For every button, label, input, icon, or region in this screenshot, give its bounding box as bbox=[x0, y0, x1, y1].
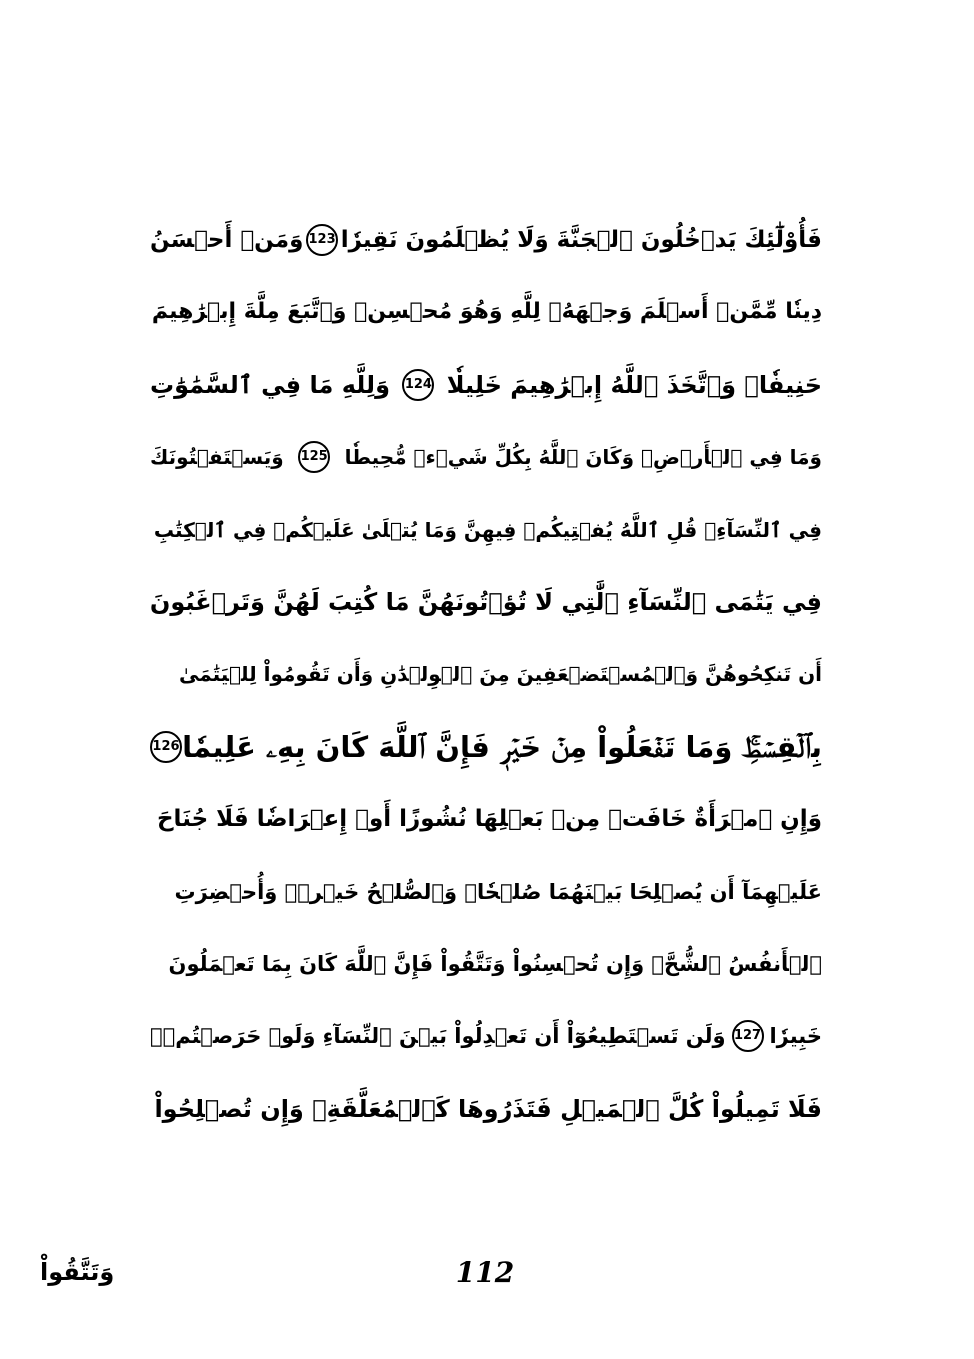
verse-text: بِٱلۡقِسۡطِۚ وَمَا تَفۡعَلُواْ مِنۡ خَيۡرٖ فَإِنَّ ٱللَّهَ كَانَ بِهِۦ عَلِيمٗا bbox=[182, 729, 822, 764]
verse-text: فِي ٱلنِّسَآءِۖ قُلِ ٱللَّهُ يُفۡتِيكُمۡ فِيهِنَّ وَمَا يُتۡلَىٰ عَلَيۡكُمۡ فِي ٱلۡكِتَٰبِ bbox=[153, 517, 822, 542]
quran-text-block bbox=[150, 200, 822, 1150]
text-line bbox=[150, 350, 822, 420]
text-line bbox=[150, 1001, 822, 1071]
text-line bbox=[150, 784, 822, 854]
verse-text: وَيَسۡتَفۡتُونَكَ bbox=[150, 445, 284, 470]
verse-text: وَإِنِ ٱمۡرَأَةٌ خَافَتۡ مِنۢ بَعۡلِهَا نُشُوزًا أَوۡ إِعۡرَاضٗا فَلَا جُنَاحَ bbox=[156, 806, 822, 833]
text-line bbox=[150, 205, 822, 275]
text-line bbox=[150, 857, 822, 927]
verse-text: فَأُوْلَٰٓئِكَ يَدۡخُلُونَ ٱلۡجَنَّةَ وَلَا يُظۡلَمُونَ نَقِيرٗا bbox=[340, 227, 822, 253]
verse-text: وَلِلَّهِ مَا فِي ٱلسَّمَٰوَٰتِ bbox=[150, 370, 390, 399]
verse-text: فَلَا تَمِيلُواْ كُلَّ ٱلۡمَيۡلِ فَتَذَرُوهَا كَٱلۡمُعَلَّقَةِۚ وَإِن تُصۡلِحُواْ bbox=[154, 1094, 822, 1123]
ayah-number-marker: 124 bbox=[402, 369, 434, 401]
text-line bbox=[150, 639, 822, 709]
page-number: 112 bbox=[455, 1256, 515, 1289]
text-line bbox=[150, 712, 822, 782]
verse-text: دِينٗا مِّمَّنۡ أَسۡلَمَ وَجۡهَهُۥ لِلَّهِ وَهُوَ مُحۡسِنٞ وَٱتَّبَعَ مِلَّةَ إِبۡرَٰهِيمَ bbox=[151, 299, 822, 325]
verse-text: أَن تَنكِحُوهُنَّ وَٱلۡمُسۡتَضۡعَفِينَ مِنَ ٱلۡوِلۡدَٰنِ وَأَن تَقُومُواْ لِلۡيَتَٰمَىٰ bbox=[178, 662, 822, 687]
text-line bbox=[150, 929, 822, 999]
verse-text: خَبِيرٗا bbox=[769, 1024, 822, 1049]
verse-text: عَلَيۡهِمَآ أَن يُصۡلِحَا بَيۡنَهُمَا صُلۡحٗاۚ وَٱلصُّلۡحُ خَيۡرٞۗ وَأُحۡضِرَتِ bbox=[174, 879, 822, 904]
ayah-number-marker: 125 bbox=[298, 441, 330, 473]
verse-text: وَلَن تَسۡتَطِيعُوٓاْ أَن تَعۡدِلُواْ بَيۡنَ ٱلنِّسَآءِ وَلَوۡ حَرَصۡتُمۡۖ bbox=[150, 1024, 726, 1049]
text-line bbox=[150, 1074, 822, 1144]
verse-text: وَمَنۡ أَحۡسَنُ bbox=[150, 227, 304, 253]
ayah-number-marker: 127 bbox=[732, 1020, 764, 1052]
verse-text: وَمَا فِي ٱلۡأَرۡضِۚ وَكَانَ ٱللَّهُ بِكُلِّ شَيۡءٖ مُّحِيطٗا bbox=[344, 445, 822, 470]
verse-text: فِي يَتَٰمَى ٱلنِّسَآءِ ٱلَّٰتِي لَا تُؤۡتُونَهُنَّ مَا كُتِبَ لَهُنَّ وَتَرۡغَبُونَ bbox=[150, 588, 822, 616]
catchword: وَتَتَّقُواْ bbox=[40, 1258, 115, 1286]
text-line bbox=[150, 277, 822, 347]
verse-text: ٱلۡأَنفُسُ ٱلشُّحَّۚ وَإِن تُحۡسِنُواْ وَتَتَّقُواْ فَإِنَّ ٱللَّهَ كَانَ بِمَا تَعۡمَلُونَ bbox=[168, 952, 822, 976]
verse-text: حَنِيفٗاۗ وَٱتَّخَذَ ٱللَّهُ إِبۡرَٰهِيمَ خَلِيلٗا bbox=[446, 370, 822, 399]
text-line bbox=[150, 495, 822, 565]
ayah-number-marker: 126 bbox=[150, 731, 182, 763]
text-line bbox=[150, 567, 822, 637]
ayah-number-marker: 123 bbox=[306, 224, 338, 256]
text-line bbox=[150, 422, 822, 492]
